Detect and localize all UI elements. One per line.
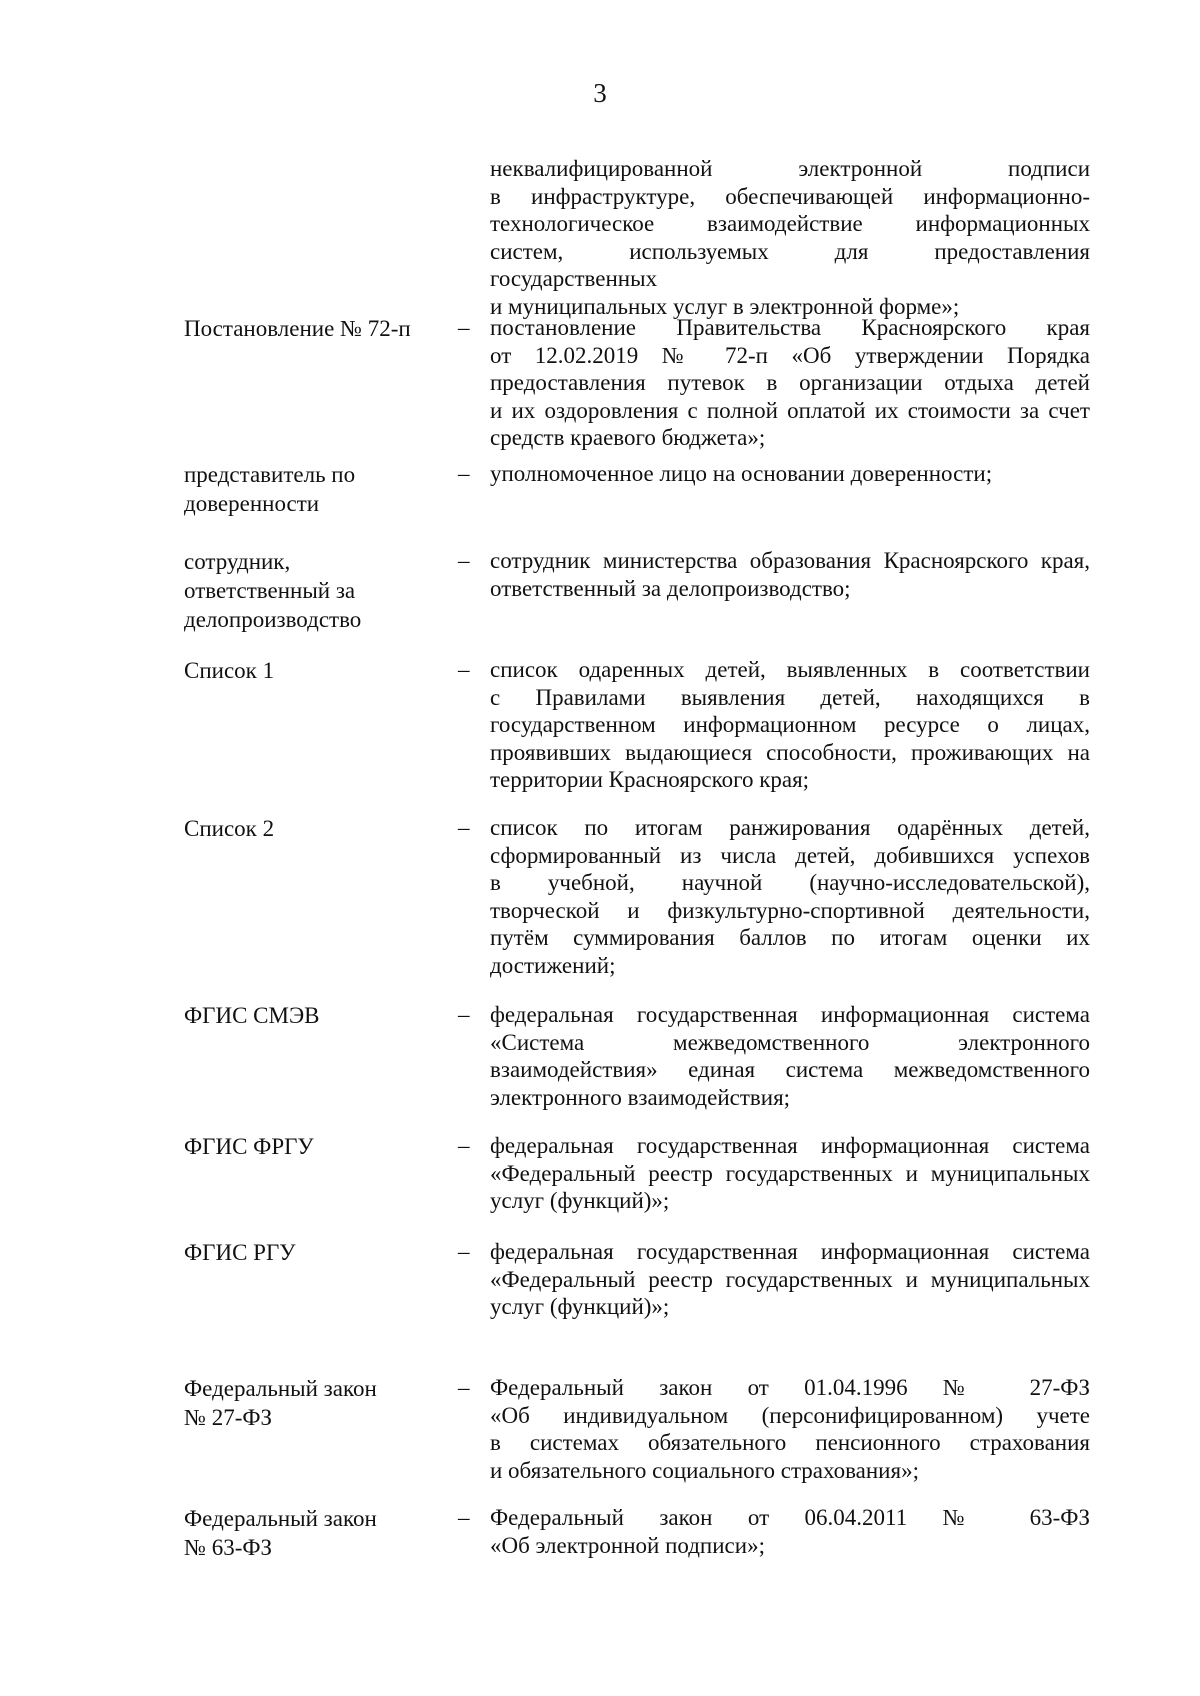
- definition-line: федеральная государственная информационная система: [490, 1133, 1090, 1158]
- definition-text: [490, 1238, 1090, 1321]
- definition-term: Федеральный закон № 63-ФЗ: [184, 1506, 377, 1560]
- definition-text: [490, 656, 1090, 794]
- intro-line: технологическое взаимодействие информационных: [490, 211, 1090, 236]
- definition-dash: –: [458, 1002, 470, 1027]
- definition-text: [490, 1001, 1090, 1111]
- intro-line: и муниципальных услуг в электронной форме»;: [490, 293, 960, 319]
- definition-term: ФГИС ФРГУ: [184, 1134, 314, 1159]
- definition-term: Постановление № 72-п: [184, 316, 411, 341]
- definition-line: и их оздоровления с полной оплатой их стоимости за счет: [490, 397, 1090, 423]
- definition-term: Список 2: [184, 816, 275, 841]
- definition-line: список одаренных детей, выявленных в соответствии: [490, 657, 1090, 682]
- definition-dash: –: [458, 815, 470, 840]
- definition-line: «Об индивидуальном (персонифицированном) учете: [490, 1402, 1090, 1428]
- definition-text: [490, 460, 1090, 488]
- definition-line: средств краевого бюджета»;: [490, 425, 766, 450]
- definition-line: «Система межведомственного электронного: [490, 1029, 1090, 1055]
- definition-line: от 12.02.2019 № 72-п «Об утверждении Порядка: [490, 342, 1090, 368]
- definition-line: взаимодействия» единая система межведомственного: [490, 1057, 1090, 1082]
- definition-line: «Федеральный реестр государственных и муниципальных: [490, 1266, 1090, 1292]
- definition-line: уполномоченное лицо на основании доверенности;: [490, 461, 993, 486]
- definition-dash: –: [458, 657, 470, 682]
- definition-line: путём суммирования баллов по итогам оценки их: [490, 925, 1090, 950]
- definition-text: [490, 814, 1090, 979]
- definition-term: ФГИС СМЭВ: [184, 1003, 320, 1028]
- definition-line: услуг (функций)»;: [490, 1188, 670, 1213]
- definition-dash: –: [458, 1239, 470, 1264]
- definition-line: список по итогам ранжирования одарённых детей,: [490, 815, 1090, 840]
- definition-dash: –: [458, 315, 470, 340]
- definition-text: [490, 1374, 1090, 1484]
- definition-line: постановление Правительства Красноярского края: [490, 315, 1090, 340]
- intro-line: систем, используемых для предоставления: [490, 238, 1090, 264]
- definition-dash: –: [458, 548, 470, 573]
- definition-line: Федеральный закон от 06.04.2011 № 63-ФЗ: [490, 1505, 1090, 1530]
- definition-term: Федеральный закон № 27-ФЗ: [184, 1376, 377, 1430]
- definition-line: ответственный за делопроизводство;: [490, 575, 851, 601]
- definition-line: творческой и физкультурно-спортивной деятельности,: [490, 897, 1090, 923]
- definition-line: в системах обязательного пенсионного страхования: [490, 1430, 1090, 1455]
- definition-line: и обязательного социального страхования»;: [490, 1457, 919, 1483]
- definition-text: [490, 547, 1090, 602]
- definition-term: ФГИС РГУ: [184, 1240, 296, 1265]
- definition-dash: –: [458, 1375, 470, 1400]
- definition-dash: –: [458, 1133, 470, 1158]
- intro-line: неквалифицированной электронной подписи: [490, 156, 1090, 181]
- definition-line: федеральная государственная информационная система: [490, 1002, 1090, 1027]
- definition-text: [490, 1504, 1090, 1559]
- intro-line: государственных: [490, 266, 658, 291]
- definition-term: Список 1: [184, 658, 275, 683]
- definition-line: предоставления путевок в организации отдыха детей: [490, 370, 1090, 395]
- definition-text: [490, 1132, 1090, 1215]
- definition-line: федеральная государственная информационная система: [490, 1239, 1090, 1264]
- definition-line: государственном информационном ресурсе о лицах,: [490, 712, 1090, 737]
- definition-line: с Правилами выявления детей, находящихся в: [490, 684, 1090, 710]
- definition-line: территории Красноярского края;: [490, 767, 810, 792]
- definition-line: сформированный из числа детей, добившихся успехов: [490, 842, 1090, 868]
- definition-line: услуг (функций)»;: [490, 1294, 670, 1319]
- page-number: 3: [593, 78, 607, 108]
- definition-dash: –: [458, 461, 470, 486]
- definition-term: представитель по доверенности: [184, 462, 356, 516]
- definition-line: достижений;: [490, 952, 616, 978]
- definition-text: [490, 314, 1090, 452]
- intro-line: в инфраструктуре, обеспечивающей информационно-: [490, 183, 1090, 209]
- intro-paragraph: [490, 155, 1090, 320]
- definition-line: «Федеральный реестр государственных и муниципальных: [490, 1160, 1090, 1186]
- definition-term: сотрудник, ответственный за делопроизводство: [184, 549, 362, 632]
- definition-line: сотрудник министерства образования Красноярского края,: [490, 548, 1090, 573]
- definition-line: Федеральный закон от 01.04.1996 № 27-ФЗ: [490, 1375, 1090, 1400]
- definition-line: в учебной, научной (научно-исследовательской),: [490, 870, 1090, 895]
- definition-line: проявивших выдающиеся способности, проживающих на: [490, 739, 1090, 765]
- definition-dash: –: [458, 1505, 470, 1530]
- definition-line: «Об электронной подписи»;: [490, 1532, 765, 1558]
- definition-line: электронного взаимодействия;: [490, 1084, 791, 1110]
